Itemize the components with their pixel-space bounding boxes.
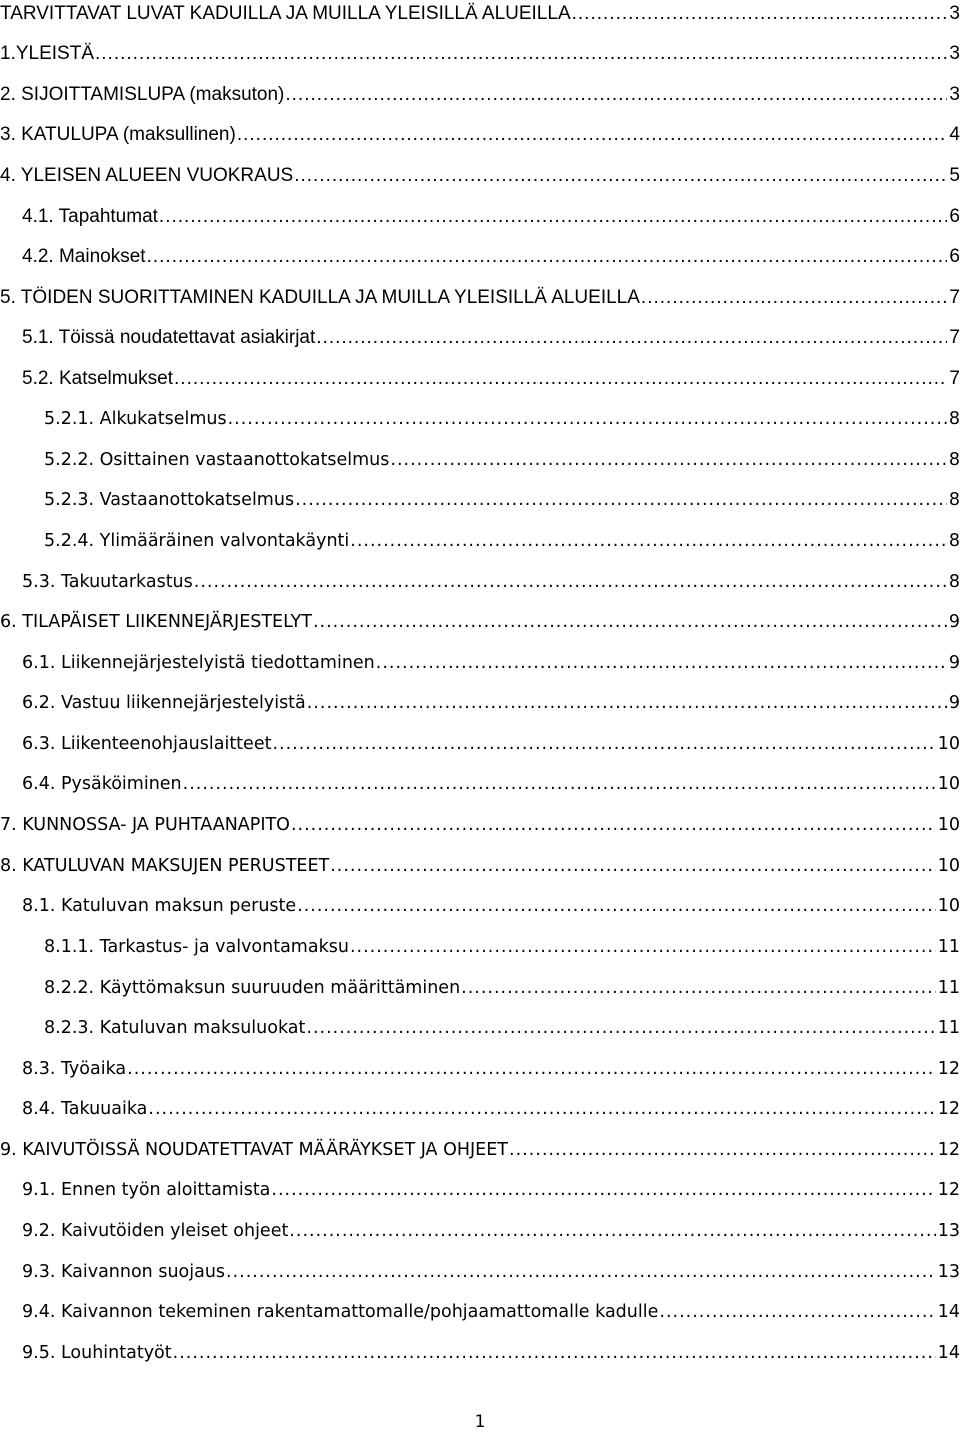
toc-entry-page: 8 (948, 450, 960, 470)
toc-line (0, 0, 960, 28)
toc-entry-title: 8.2.3. Katuluvan maksuluokat (44, 1018, 306, 1038)
toc-leader-dots (291, 811, 936, 839)
toc-entry-page: 7 (949, 287, 960, 308)
toc-entry-title: 5. TÖIDEN SUORITTAMINEN KADUILLA JA MUILLA YLEISILLÄ ALUEILLA (0, 287, 640, 308)
toc-entry[interactable] (0, 1298, 960, 1328)
toc-entry-page: 5 (949, 165, 960, 186)
toc-entry-title: 4.2. Mainokset (22, 246, 146, 267)
toc-leader-dots (159, 203, 948, 231)
toc-entry-page: 14 (937, 1302, 960, 1322)
toc-entry-page: 10 (937, 774, 960, 794)
toc-leader-dots (289, 1217, 935, 1245)
toc-entry-title: 9.5. Louhintatyöt (22, 1343, 172, 1363)
toc-line (0, 852, 960, 880)
toc-entry-title: 8.1. Katuluvan maksun peruste (22, 896, 297, 916)
toc-entry-title: 8.2.2. Käyttömaksun suuruuden määrittäminen (44, 978, 461, 998)
toc-entry[interactable] (0, 608, 960, 638)
toc-entry[interactable] (0, 162, 960, 192)
toc-entry-page: 10 (937, 856, 960, 876)
toc-leader-dots (183, 770, 936, 798)
toc-entry-page: 8 (948, 490, 960, 510)
toc-leader-dots (272, 730, 935, 758)
toc-line (22, 243, 960, 271)
toc-leader-dots (173, 1339, 936, 1367)
toc-entry-title: 6.2. Vastuu liikennejärjestelyistä (22, 693, 306, 713)
toc-entry[interactable] (0, 486, 960, 516)
toc-line (22, 689, 960, 717)
toc-line (0, 121, 960, 149)
toc-entry-page: 7 (949, 368, 960, 389)
toc-leader-dots (390, 446, 946, 474)
toc-leader-dots (174, 365, 947, 393)
toc-entry-title: 5.2.4. Ylimääräinen valvontakäynti (44, 531, 350, 551)
toc-entry-title: 5.3. Takuutarkastus (22, 572, 193, 592)
toc-entry-page: 10 (937, 734, 960, 754)
toc-leader-dots (307, 689, 947, 717)
toc-line (44, 486, 960, 514)
toc-entry-title: 5.1. Töissä noudatettavat asiakirjat (22, 327, 316, 348)
toc-line (22, 203, 960, 231)
toc-entry[interactable] (0, 852, 960, 882)
toc-leader-dots (376, 649, 947, 677)
toc-entry[interactable] (0, 689, 960, 719)
toc-entry-page: 8 (948, 572, 960, 592)
toc-entry[interactable] (0, 1095, 960, 1125)
toc-entry-title: 5.2.3. Vastaanottokatselmus (44, 490, 295, 510)
toc-line (22, 1055, 960, 1083)
toc-line (44, 446, 960, 474)
toc-entry-title: 9. KAIVUTÖISSÄ NOUDATETTAVAT MÄÄRÄYKSET JA OHJEET (0, 1140, 508, 1160)
toc-entry-page: 4 (949, 124, 960, 145)
toc-entry-page: 9 (948, 693, 960, 713)
toc-line (44, 405, 960, 433)
toc-entry[interactable] (0, 1055, 960, 1085)
toc-entry[interactable] (0, 933, 960, 963)
toc-entry-page: 11 (937, 937, 960, 957)
toc-entry-page: 7 (949, 327, 960, 348)
toc-entry[interactable] (0, 892, 960, 922)
toc-entry-title: 1.YLEISTÄ (0, 43, 94, 64)
toc-entry[interactable] (0, 1339, 960, 1369)
toc-leader-dots (127, 1055, 936, 1083)
toc-entry[interactable] (0, 243, 960, 273)
toc-entry[interactable] (0, 121, 960, 151)
toc-entry-title: 7. KUNNOSSA- JA PUHTAANAPITO (0, 815, 290, 835)
toc-leader-dots (226, 1258, 936, 1286)
toc-line (22, 1258, 960, 1286)
toc-entry-page: 3 (949, 3, 960, 24)
toc-line (44, 974, 960, 1002)
toc-line (0, 608, 960, 636)
toc-entry-title: 8.4. Takuuaika (22, 1099, 148, 1119)
toc-entry-title: 6.4. Pysäköiminen (22, 774, 182, 794)
toc-entry-page: 10 (937, 815, 960, 835)
toc-entry-page: 14 (937, 1343, 960, 1363)
toc-leader-dots (659, 1298, 935, 1326)
toc-leader-dots (306, 1014, 935, 1042)
toc-entry-page: 13 (937, 1221, 960, 1241)
toc-entry-title: 2. SIJOITTAMISLUPA (maksuton) (0, 84, 285, 105)
toc-entry-page: 11 (937, 1018, 960, 1038)
toc-entry[interactable] (0, 405, 960, 435)
toc-entry[interactable] (0, 324, 960, 354)
toc-entry[interactable] (0, 1217, 960, 1247)
toc-entry-page: 8 (948, 409, 960, 429)
toc-entry[interactable] (0, 1014, 960, 1044)
toc-entry-title: 4. YLEISEN ALUEEN VUOKRAUS (0, 165, 294, 186)
toc-entry-title: 8.3. Työaika (22, 1059, 127, 1079)
toc-leader-dots (271, 1176, 935, 1204)
toc-leader-dots (509, 1136, 936, 1164)
toc-line (0, 1136, 960, 1164)
toc-line (0, 162, 960, 190)
toc-line (22, 324, 960, 352)
toc-line (22, 892, 960, 920)
toc-entry-page: 9 (948, 653, 960, 673)
toc-entry-page: 12 (937, 1059, 960, 1079)
toc-entry-title: TARVITTAVAT LUVAT KADUILLA JA MUILLA YLEISILLÄ ALUEILLA (0, 3, 571, 24)
toc-line (44, 1014, 960, 1042)
toc-leader-dots (572, 0, 948, 28)
toc-leader-dots (330, 852, 936, 880)
toc-leader-dots (313, 608, 947, 636)
toc-entry-page: 8 (948, 531, 960, 551)
toc-entry[interactable] (0, 1176, 960, 1206)
toc-line (22, 770, 960, 798)
toc-entry-title: 9.1. Ennen työn aloittamista (22, 1180, 271, 1200)
toc-line (0, 40, 960, 68)
toc-leader-dots (237, 121, 948, 149)
toc-entry-title: 9.4. Kaivannon tekeminen rakentamattomalle/pohjaamattomalle kadulle (22, 1302, 659, 1322)
toc-entry[interactable] (0, 811, 960, 841)
toc-entry[interactable] (0, 1136, 960, 1166)
toc-entry-title: 9.2. Kaivutöiden yleiset ohjeet (22, 1221, 289, 1241)
toc-entry[interactable] (0, 974, 960, 1004)
toc-line (0, 811, 960, 839)
toc-line (44, 933, 960, 961)
toc-entry-page: 12 (937, 1140, 960, 1160)
toc-entry[interactable] (0, 0, 960, 30)
toc-leader-dots (297, 892, 936, 920)
toc-line (22, 365, 960, 393)
toc-leader-dots (316, 324, 947, 352)
toc-entry[interactable] (0, 568, 960, 598)
toc-entry-title: 6. TILAPÄISET LIIKENNEJÄRJESTELYT (0, 612, 312, 632)
toc-entry[interactable] (0, 81, 960, 111)
toc-line (22, 1339, 960, 1367)
toc-entry-title: 3. KATULUPA (maksullinen) (0, 124, 236, 145)
toc-entry-title: 5.2.1. Alkukatselmus (44, 409, 227, 429)
toc-entry[interactable] (0, 446, 960, 476)
toc-entry-page: 6 (949, 246, 960, 267)
toc-entry-page: 11 (937, 978, 960, 998)
toc-entry[interactable] (0, 527, 960, 557)
toc-line (0, 81, 960, 109)
toc-line (22, 568, 960, 596)
toc-entry[interactable] (0, 365, 960, 395)
toc-entry-page: 12 (937, 1180, 960, 1200)
toc-line (22, 1298, 960, 1326)
toc-entry[interactable] (0, 730, 960, 760)
toc-entry[interactable] (0, 40, 960, 70)
toc-leader-dots (350, 527, 947, 555)
toc-line (22, 1217, 960, 1245)
toc-entry-title: 8. KATULUVAN MAKSUJEN PERUSTEET (0, 856, 330, 876)
toc-entry-title: 8.1.1. Tarkastus- ja valvontamaksu (44, 937, 349, 957)
toc-leader-dots (194, 568, 947, 596)
toc-leader-dots (350, 933, 936, 961)
toc-entry-page: 3 (949, 43, 960, 64)
toc-leader-dots (295, 486, 947, 514)
toc-line (22, 1176, 960, 1204)
toc-entry-title: 9.3. Kaivannon suojaus (22, 1262, 226, 1282)
toc-leader-dots (461, 974, 936, 1002)
toc-entry-title: 6.3. Liikenteenohjauslaitteet (22, 734, 272, 754)
toc-line (44, 527, 960, 555)
toc-line (22, 730, 960, 758)
toc-entry[interactable] (0, 284, 960, 314)
page-number: 1 (474, 1412, 486, 1432)
toc-entry-page: 13 (937, 1262, 960, 1282)
toc-entry-page: 3 (949, 84, 960, 105)
toc-leader-dots (147, 243, 948, 271)
toc-entry-page: 12 (937, 1099, 960, 1119)
toc-entry[interactable] (0, 1258, 960, 1288)
toc-leader-dots (641, 284, 948, 312)
toc-leader-dots (294, 162, 947, 190)
toc-line (22, 1095, 960, 1123)
toc-entry-title: 5.2. Katselmukset (22, 368, 174, 389)
toc-line (0, 284, 960, 312)
toc-entry-page: 10 (937, 896, 960, 916)
toc-leader-dots (148, 1095, 935, 1123)
toc-entry-page: 6 (949, 206, 960, 227)
toc-leader-dots (228, 405, 947, 433)
toc-leader-dots (95, 40, 947, 68)
toc-entry[interactable] (0, 649, 960, 679)
toc-entry-page: 9 (948, 612, 960, 632)
toc-entry-title: 4.1. Tapahtumat (22, 206, 158, 227)
toc-entry[interactable] (0, 203, 960, 233)
toc-line (22, 649, 960, 677)
toc-entry-title: 6.1. Liikennejärjestelyistä tiedottaminen (22, 653, 375, 673)
toc-entry[interactable] (0, 770, 960, 800)
toc-entry-title: 5.2.2. Osittainen vastaanottokatselmus (44, 450, 390, 470)
toc-leader-dots (285, 81, 947, 109)
